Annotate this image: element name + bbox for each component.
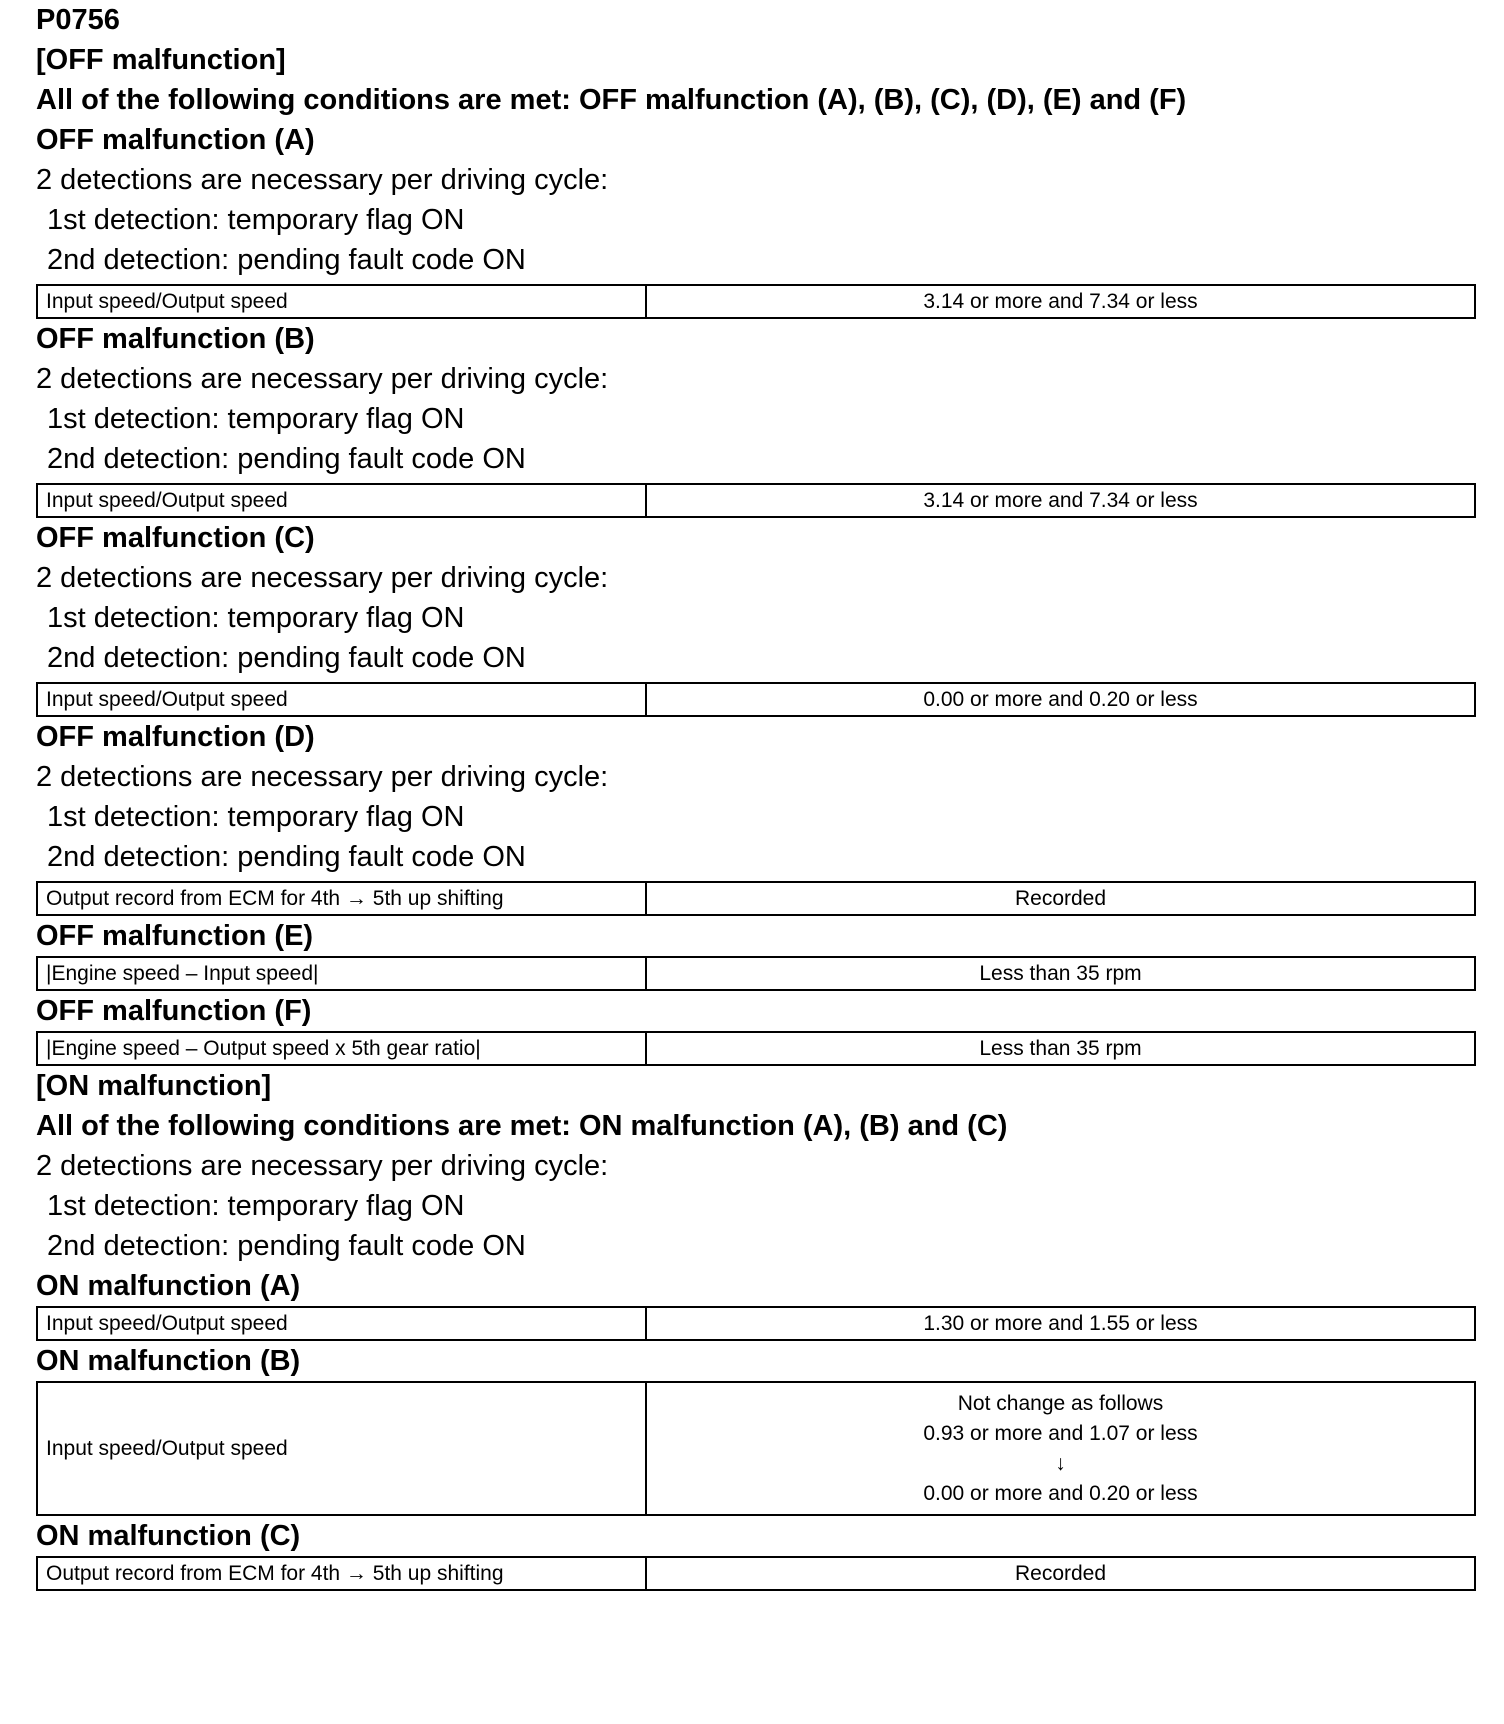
off-f-table: [36, 1031, 1476, 1066]
on-b-table: [36, 1381, 1476, 1516]
detection-second: 2nd detection: pending fault code ON: [47, 1230, 526, 1262]
table-row: [37, 285, 1475, 318]
condition-label: Output record from ECM for 4th → 5th up shifting: [37, 882, 646, 915]
condition-value: 1.30 or more and 1.55 or less: [646, 1307, 1475, 1340]
detection-first: 1st detection: temporary flag ON: [47, 403, 465, 435]
detection-first: 1st detection: temporary flag ON: [47, 801, 465, 833]
table-row: [37, 957, 1475, 990]
detection-intro: 2 detections are necessary per driving cycle:: [36, 761, 609, 793]
detection-second: 2nd detection: pending fault code ON: [47, 841, 526, 873]
dtc-code: P0756: [36, 4, 120, 36]
condition-value: 0.00 or more and 0.20 or less: [646, 683, 1475, 716]
condition-label: Input speed/Output speed: [37, 484, 646, 517]
condition-value: Less than 35 rpm: [646, 1032, 1475, 1065]
condition-value: Less than 35 rpm: [646, 957, 1475, 990]
off-c-title: OFF malfunction (C): [36, 522, 315, 554]
condition-label: |Engine speed – Output speed x 5th gear ratio|: [37, 1032, 646, 1065]
table-row: [37, 1032, 1475, 1065]
value-line-2: 0.93 or more and 1.07 or less: [923, 1421, 1198, 1445]
condition-label: Input speed/Output speed: [37, 1382, 646, 1515]
table-row: [37, 1557, 1475, 1590]
off-b-title: OFF malfunction (B): [36, 323, 315, 355]
document-page: [36, 0, 1476, 1591]
detection-second: 2nd detection: pending fault code ON: [47, 443, 526, 475]
off-a-title: OFF malfunction (A): [36, 124, 315, 156]
condition-label: Input speed/Output speed: [37, 1307, 646, 1340]
table-row: [37, 683, 1475, 716]
off-e-title: OFF malfunction (E): [36, 920, 314, 952]
table-row: [37, 882, 1475, 915]
detection-first: 1st detection: temporary flag ON: [47, 204, 465, 236]
condition-label: Output record from ECM for 4th → 5th up shifting: [37, 1557, 646, 1590]
condition-value: 3.14 or more and 7.34 or less: [646, 484, 1475, 517]
on-a-table: [36, 1306, 1476, 1341]
off-e-table: [36, 956, 1476, 991]
detection-intro: 2 detections are necessary per driving cycle:: [36, 164, 609, 196]
off-malfunction-header: [OFF malfunction]: [36, 44, 286, 76]
detection-intro: 2 detections are necessary per driving cycle:: [36, 562, 609, 594]
value-line-3: 0.00 or more and 0.20 or less: [923, 1481, 1198, 1505]
on-conditions-summary: All of the following conditions are met: ON malfunction (A), (B) and (C): [36, 1110, 1008, 1142]
on-b-title: ON malfunction (B): [36, 1345, 301, 1377]
off-d-table: [36, 881, 1476, 916]
condition-label: Input speed/Output speed: [37, 285, 646, 318]
on-c-table: [36, 1556, 1476, 1591]
table-row: [37, 1382, 1475, 1515]
off-d-title: OFF malfunction (D): [36, 721, 315, 753]
value-line-1: Not change as follows: [957, 1391, 1164, 1415]
off-b-table: [36, 483, 1476, 518]
on-malfunction-header: [ON malfunction]: [36, 1070, 272, 1102]
condition-value: Recorded: [646, 1557, 1475, 1590]
condition-label: Input speed/Output speed: [37, 683, 646, 716]
detection-second: 2nd detection: pending fault code ON: [47, 642, 526, 674]
down-arrow-icon: ↓: [1055, 1451, 1066, 1475]
on-c-title: ON malfunction (C): [36, 1520, 301, 1552]
condition-value: Recorded: [646, 882, 1475, 915]
detection-second: 2nd detection: pending fault code ON: [47, 244, 526, 276]
detection-intro: 2 detections are necessary per driving cycle:: [36, 363, 609, 395]
table-row: [37, 484, 1475, 517]
condition-label: |Engine speed – Input speed|: [37, 957, 646, 990]
detection-first: 1st detection: temporary flag ON: [47, 1190, 465, 1222]
detection-first: 1st detection: temporary flag ON: [47, 602, 465, 634]
off-conditions-summary: All of the following conditions are met: OFF malfunction (A), (B), (C), (D), (E) and (F): [36, 84, 1187, 116]
condition-value: 3.14 or more and 7.34 or less: [646, 285, 1475, 318]
table-row: [37, 1307, 1475, 1340]
off-a-table: [36, 284, 1476, 319]
off-f-title: OFF malfunction (F): [36, 995, 312, 1027]
detection-intro: 2 detections are necessary per driving cycle:: [36, 1150, 609, 1182]
condition-value: [646, 1382, 1475, 1515]
off-c-table: [36, 682, 1476, 717]
on-a-title: ON malfunction (A): [36, 1270, 301, 1302]
